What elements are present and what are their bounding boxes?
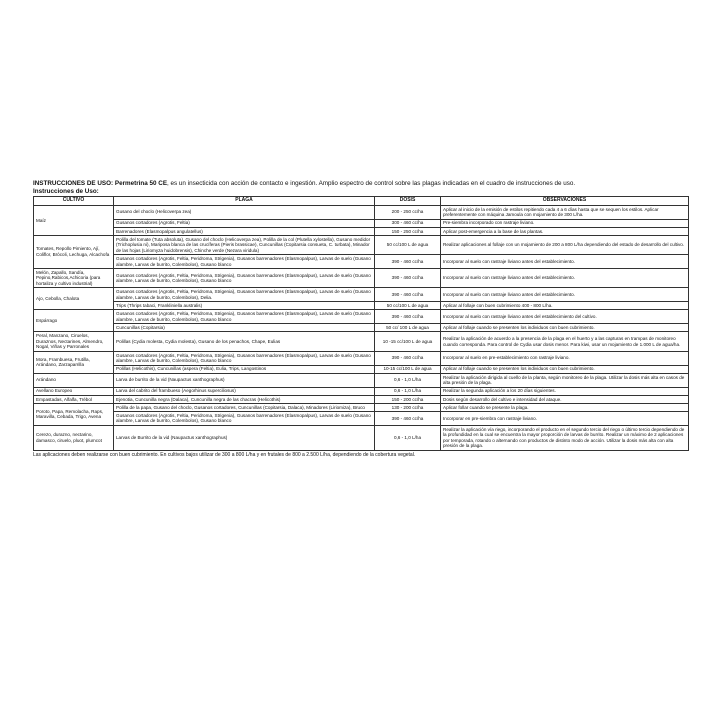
dosis-cell: 390 - 460 cc/ha	[375, 255, 441, 269]
table-row	[34, 332, 689, 351]
plaga-cell: Polillas (Cydia molesta, Cydia molesta), Gusano de los penachos, Chape, Eulias	[114, 332, 375, 351]
dosis-cell: 0,6 - 1,0 L/ha	[375, 425, 441, 450]
table-row	[34, 324, 689, 332]
observaciones-cell: Incorporar al suelo en pre-establecimiento con rastraje liviano.	[441, 351, 689, 365]
observaciones-cell: Incorporar al suelo con rastraje liviano antes del establecimiento.	[441, 269, 689, 288]
dosis-cell: 50 cc/ 100 L de agua	[375, 324, 441, 332]
instructions-subheading: Instrucciones de Uso:	[33, 187, 99, 195]
plaga-cell: Gusanos cortadores (Agrotis, Feltia, Peridroma, Strigenia), Gusanos barrenadores (Elasmopalpus), Larvas de suelo (Gusano alambre, Larvas de burrito, Colembolos), Gusano blanco	[114, 255, 375, 269]
dosis-cell: 390 - 460 cc/ha	[375, 288, 441, 302]
dosis-cell: 150 - 200 cc/ha	[375, 395, 441, 403]
observaciones-cell: Pre-siembra incorporado con rastraje liviano.	[441, 219, 689, 227]
cultivo-cell: Arándano	[34, 373, 114, 387]
cultivo-cell: Cerezo, durazno, nectarino, damasco, ciruelo, pluot, plumcot	[34, 425, 114, 450]
dosis-cell: 150 - 250 cc/ha	[375, 227, 441, 235]
table-body	[34, 205, 689, 450]
table-row	[34, 412, 689, 426]
cultivo-cell: Melón, Zapallo, Sandía, Pepino,Rabicos,Achicoria (para hortaliza y cultivo industrial)	[34, 269, 114, 288]
table-row	[34, 235, 689, 254]
cultivo-cell: Empastadas, Alfalfa, Trébol	[34, 395, 114, 403]
dosis-cell: 10 -15 cc/100 L de agua	[375, 332, 441, 351]
observaciones-cell: Realizar aplicaciones al follaje con un mojamiento de 200 a 800 L/ha dependiendo del estado de desarrollo del cultivo.	[441, 235, 689, 254]
cultivo-cell: Espárrago	[34, 310, 114, 332]
intro-text: , es un insecticida con acción de contacto e ingestión. Amplio espectro de control sobre las plagas indicadas en el cuadro de instrucciones de uso.	[167, 180, 576, 187]
table-row	[34, 288, 689, 302]
observaciones-cell: Incorporar al suelo con rastraje liviano antes del establecimiento.	[441, 255, 689, 269]
observaciones-cell: Incorporar al suelo con rastraje liviano antes del establecimiento del cultivo.	[441, 310, 689, 324]
plaga-cell: Larvas de Burrito de la vid (Naupactus xanthographus)	[114, 425, 375, 450]
cultivo-cell: Ajo, Cebolla, Chalota	[34, 288, 114, 310]
plaga-cell: Larva de burrito de la vid (Naupactus xanthographus)	[114, 373, 375, 387]
observaciones-cell: Realizar la segunda aplicación a los 20 días siguientes.	[441, 387, 689, 395]
dosis-cell: 390 - 460 cc/ha	[375, 310, 441, 324]
dosis-cell: 10-15 cc/100 L de agua	[375, 365, 441, 373]
table-row	[34, 302, 689, 310]
dosis-cell: 130 - 200 cc/ha	[375, 403, 441, 411]
dosis-cell: 390 - 460 cc/ha	[375, 412, 441, 426]
usage-table	[33, 196, 689, 451]
plaga-cell: Trips (Thrips tabaci, Frankliniella australis)	[114, 302, 375, 310]
table-row	[34, 387, 689, 395]
table-row	[34, 255, 689, 269]
footer-note: Las aplicaciones deben realizarse con buen cubrimiento. En cultivos bajos utilizar de 300 a 800 L/ha y en frutales de 800 a 2.500 L/ha, dependiendo de la cobertura vegetal.	[33, 451, 416, 458]
plaga-cell: Polillas (Helicothis), Cuncunillas (aspera (Feltia), Eulia, Trips, Langostinos	[114, 365, 375, 373]
plaga-cell: Gusanos cortadores (Agrotis, Feltia, Peridroma, Strigenia), Gusanos barrenadores (Elasmopalpus), Larvas de suelo (Gusano alambre, Larvas de burrito, Colembolos), Gusano blanco	[114, 351, 375, 365]
intro-label: INSTRUCCIONES DE USO:	[33, 180, 114, 187]
observaciones-cell: Incorporar en pre-siembra con rastraje liviano.	[441, 412, 689, 426]
plaga-cell: Gusanos cortadores (Agrotis, Feltia, Peridroma, Strigenia), Gusanos barrenadores (Elasmopalpus), Larvas de suelo (Gusano alambre, Larvas de burrito, Colembolos), Gusano blanco	[114, 412, 375, 426]
cultivo-cell: Peral, Manzano, Ciruelos, Duraznos, Nectarines, Almendro, Nogal, Viñas y Parronales	[34, 332, 114, 351]
product-name: Permetrina 50 CE	[114, 180, 168, 187]
dosis-cell: 200 - 250 cc/ha	[375, 205, 441, 219]
observaciones-cell: Aplicar post-emergencia a la base de las plantas.	[441, 227, 689, 235]
observaciones-cell: Dosis según desarrollo del cultivo e intensidad del ataque.	[441, 395, 689, 403]
table-row	[34, 425, 689, 450]
cultivo-cell: Maíz	[34, 205, 114, 235]
dosis-cell: 390 - 460 cc/ha	[375, 269, 441, 288]
observaciones-cell: Realizar la aplicación vía riego, incorporando el producto en el segundo tercio del riego o último tercio dependiendo de la profundidad en la cual se encuentra la mayor proporción de larvas de burrito. Realizar un máximo de 2 aplicaciones por temporada, rotando o alternando con productos de distinto modo de acción. Utilizar la dosis más alta con alta presión de la plaga.	[441, 425, 689, 450]
table-row	[34, 365, 689, 373]
plaga-cell: Gusanos cortadores (Agrotis, Feltia, Peridroma, Strigenia), Gusanos barrenadores (Elasmopalpus), Larvas de suelo (Gusano alambre, Larvas de burrito, Colembolos), Gusano blanco	[114, 310, 375, 324]
header-dosis: DOSIS	[375, 197, 441, 206]
plaga-cell: Gusanos cortadores (Agrotis, Feltia, Peridroma, Strigenia), Gusanos barrenadores (Elasmopalpus), Larvas de suelo (Gusano alambre, Larvas de burrito, Colembolos), Delia.	[114, 288, 375, 302]
plaga-cell: Ejenotia, Cuncunilla negra (Dalaca), Cuncunilla negra de las chacras (Helicothis)	[114, 395, 375, 403]
observaciones-cell: Aplicar al follaje con buen cubrimiento 400 - 800 L/ha.	[441, 302, 689, 310]
table-row	[34, 403, 689, 411]
dosis-cell: 50 cc/100 L de agua	[375, 235, 441, 254]
table-row	[34, 227, 689, 235]
intro-paragraph	[33, 180, 688, 188]
observaciones-cell: Aplicar al follaje cuando se presenten los individuos con buen cubrimiento.	[441, 324, 689, 332]
dosis-cell: 50 cc/100 L de agua	[375, 302, 441, 310]
plaga-cell: Gusanos cortadores (Agrotis, Feltia, Peridroma, Strigenia), Gusanos barrenadores (Elasmopalpus), Larvas de suelo (Gusano alambre, Larvas de burrito, Colembolos), Gusano blanco	[114, 269, 375, 288]
dosis-cell: 300 - 460 cc/ha	[375, 219, 441, 227]
observaciones-cell: Aplicar al inicio de la emisión de estilos repitiendo cada 4 a 6 días hasta que se sequen los estilos. Aplicar preferentemente con máquina Jamoula con mojamiento de 300 L/ha.	[441, 205, 689, 219]
plaga-cell: Barrenadores (Elasmopalpus angulatellus)	[114, 227, 375, 235]
plaga-cell: Polilla del tomate (Tuta absoluta), Gusano del choclo (Helicoverpa zea), Polilla de la col (Plutella xylostella), Gusano medidor (Trichoplusia ni), Mariposa blanca de las crucíferas (Pieris brassicae), Cuncunillas (Copitarsia consueta, C. turbata), Minador de las hojas (Liriomyza huidobrensis), Chinche verde (Nezara viridula)	[114, 235, 375, 254]
dosis-cell: 390 - 460 cc/ha	[375, 351, 441, 365]
cultivo-cell: Avellano Europeo	[34, 387, 114, 395]
table-row	[34, 205, 689, 219]
dosis-cell: 0,6 - 1,0 L/ha	[375, 373, 441, 387]
cultivo-cell: Mora, Frambuesa, Frutilla, Arándano, Zarzaparrilla	[34, 351, 114, 373]
observaciones-cell: Incorporar al suelo con rastraje liviano antes del establecimiento.	[441, 288, 689, 302]
observaciones-cell: Realizar la aplicación de acuerdo a la presencia de la plaga en el huerto y a las capturas en trampas de monitoreo cuando corresponda. Para control de Cydia usar dosis menor. Para kiwi, usar un mojamiento de 1.000 L de agua/ha.	[441, 332, 689, 351]
table-header-row	[34, 197, 689, 206]
table-row	[34, 219, 689, 227]
table-row	[34, 310, 689, 324]
document	[33, 180, 688, 458]
plaga-cell: Larva del cabrito del frambueso (Aegorhinus superciliosus)	[114, 387, 375, 395]
table-row	[34, 395, 689, 403]
header-cultivo: CULTIVO	[34, 197, 114, 206]
table-row	[34, 373, 689, 387]
cultivo-cell: Tomates, Repollo Pimiento, Ají, Coliflor, Brócoli, Lechuga, Alcachofa	[34, 235, 114, 268]
table-row	[34, 351, 689, 365]
plaga-cell: Polilla de la papa, Gusano del choclo, Gusanos cortadores, Cuncunillas (Copitarsia, Dalaca), Minadores (Liriomiza), Bruco	[114, 403, 375, 411]
observaciones-cell: Realizar la aplicación dirigida al cuello de la planta, según monitoreo de la plaga. Utilizar la dosis más alta en casos de alta presión de la plaga.	[441, 373, 689, 387]
observaciones-cell: Aplicar al follaje cuando se presenten los individuos con buen cubrimiento.	[441, 365, 689, 373]
observaciones-cell: Aplicar follar cuando se presente la plaga.	[441, 403, 689, 411]
plaga-cell: Gusano del choclo (Helicoverpa zea)	[114, 205, 375, 219]
table-row	[34, 269, 689, 288]
cultivo-cell: Poroto, Papa, Remolacha, Raps, Maravilla, Cebada, Trigo, Avena	[34, 403, 114, 425]
header-observaciones: OBSERVACIONES	[441, 197, 689, 206]
plaga-cell: Cuncunillas (Copitarsia)	[114, 324, 375, 332]
dosis-cell: 0,6 - 1,0 L/ha	[375, 387, 441, 395]
plaga-cell: Gusanos cortadores (Agrotis, Feltia)	[114, 219, 375, 227]
header-plaga: PLAGA	[114, 197, 375, 206]
